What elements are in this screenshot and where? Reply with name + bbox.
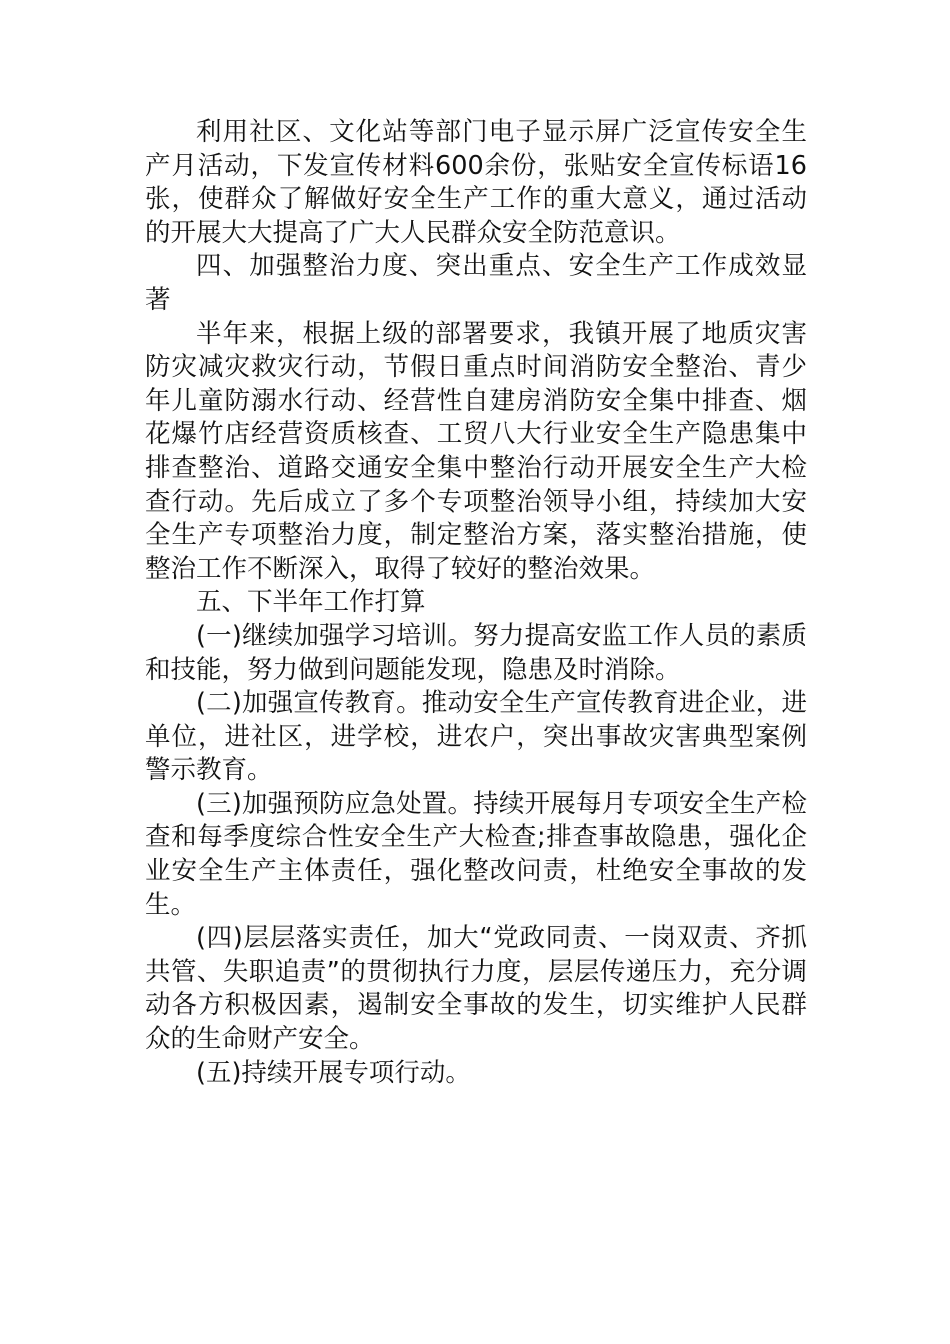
paragraph-rectification: 半年来，根据上级的部署要求，我镇开展了地质灾害防灾减灾救灾行动，节假日重点时间消防安全整治、青少年儿童防溺水行动、经营性自建房消防安全集中排查、烟花爆竹店经营资质核查、工贸八大行业安全生产隐患集中排查整治、道路交通安全集中整治行动开展安全生产大检查行动。先后成立了多个专项整治领导小组，持续加大安全生产专项整治力度，制定整治方案，落实整治措施，使整治工作不断深入，取得了较好的整治效果。 bbox=[145, 318, 807, 584]
paragraph-item-three: (三)加强预防应急处置。持续开展每月专项安全生产检查和每季度综合性安全生产大检查;排查事故隐患，强化企业安全生产主体责任，强化整改问责，杜绝安全事故的发生。 bbox=[145, 788, 807, 920]
heading-section-four: 四、加强整治力度、突出重点、安全生产工作成效显著 bbox=[145, 251, 807, 315]
paragraph-item-one: (一)继续加强学习培训。努力提高安监工作人员的素质和技能，努力做到问题能发现，隐患及时消除。 bbox=[145, 620, 807, 685]
paragraph-item-four: (四)层层落实责任，加大“党政同责、一岗双责、齐抓共管、失职追责”的贯彻执行力度，层层传递压力，充分调动各方积极因素，遏制安全事故的发生，切实维护人民群众的生命财产安全。 bbox=[145, 923, 807, 1055]
paragraph-item-five: (五)持续开展专项行动。 bbox=[196, 1057, 471, 1088]
heading-section-five: 五、下半年工作打算 bbox=[196, 587, 426, 618]
paragraph-publicity: 利用社区、文化站等部门电子显示屏广泛宣传安全生产月活动，下发宣传材料600余份，张贴安全宣传标语16张，使群众了解做好安全生产工作的重大意义，通过活动的开展大大提高了广大人民群众安全防范意识。 bbox=[145, 117, 807, 248]
paragraph-item-two: (二)加强宣传教育。推动安全生产宣传教育进企业，进单位，进社区，进学校，进农户，突出事故灾害典型案例警示教育。 bbox=[145, 688, 807, 786]
document-page bbox=[145, 116, 807, 1090]
